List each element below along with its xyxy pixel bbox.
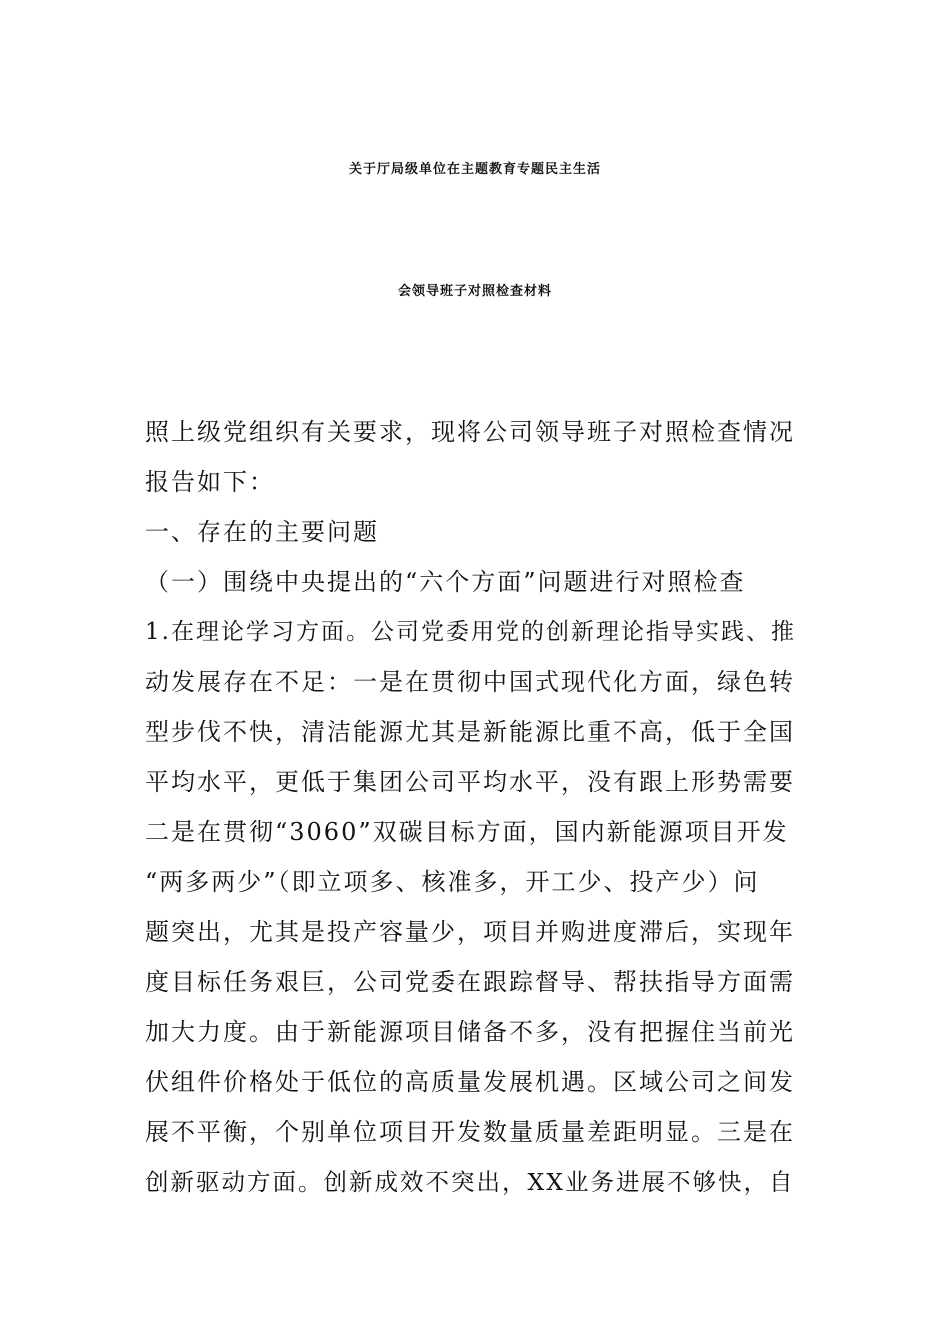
body-line: 动发展存在不足：一是在贯彻中国式现代化方面，绿色转 bbox=[145, 668, 795, 696]
body-line: 型步伐不快，清洁能源尤其是新能源比重不高，低于全国 bbox=[145, 718, 795, 746]
document-title-line-2: 会领导班子对照检查材料 bbox=[397, 284, 552, 299]
document-title-line-1: 关于厅局级单位在主题教育专题民主生活 bbox=[348, 162, 601, 177]
body-line: 平均水平，更低于集团公司平均水平，没有跟上形势需要 bbox=[145, 768, 795, 796]
body-line: 加大力度。由于新能源项目储备不多，没有把握住当前光 bbox=[145, 1018, 795, 1046]
subsection-heading: （一）围绕中央提出的“六个方面”问题进行对照检查 bbox=[145, 568, 746, 596]
section-heading: 一、存在的主要问题 bbox=[145, 518, 379, 546]
body-line: 题突出，尤其是投产容量少，项目并购进度滞后，实现年 bbox=[145, 918, 795, 946]
body-line: 度目标任务艰巨，公司党委在跟踪督导、帮扶指导方面需 bbox=[145, 968, 795, 996]
body-line: 创新驱动方面。创新成效不突出，XX业务进展不够快，自 bbox=[145, 1168, 795, 1196]
body-line: 伏组件价格处于低位的高质量发展机遇。区域公司之间发 bbox=[145, 1068, 795, 1096]
body-line: 1.在理论学习方面。公司党委用党的创新理论指导实践、推 bbox=[145, 619, 796, 645]
body-line: “两多两少”（即立项多、核准多，开工少、投产少）问 bbox=[145, 868, 760, 896]
body-line: 照上级党组织有关要求，现将公司领导班子对照检查情况 bbox=[145, 418, 795, 446]
body-line: 报告如下： bbox=[145, 468, 275, 496]
body-line: 展不平衡，个别单位项目开发数量质量差距明显。三是在 bbox=[145, 1118, 795, 1146]
body-line: 二是在贯彻“3060”双碳目标方面，国内新能源项目开发 bbox=[145, 818, 789, 846]
